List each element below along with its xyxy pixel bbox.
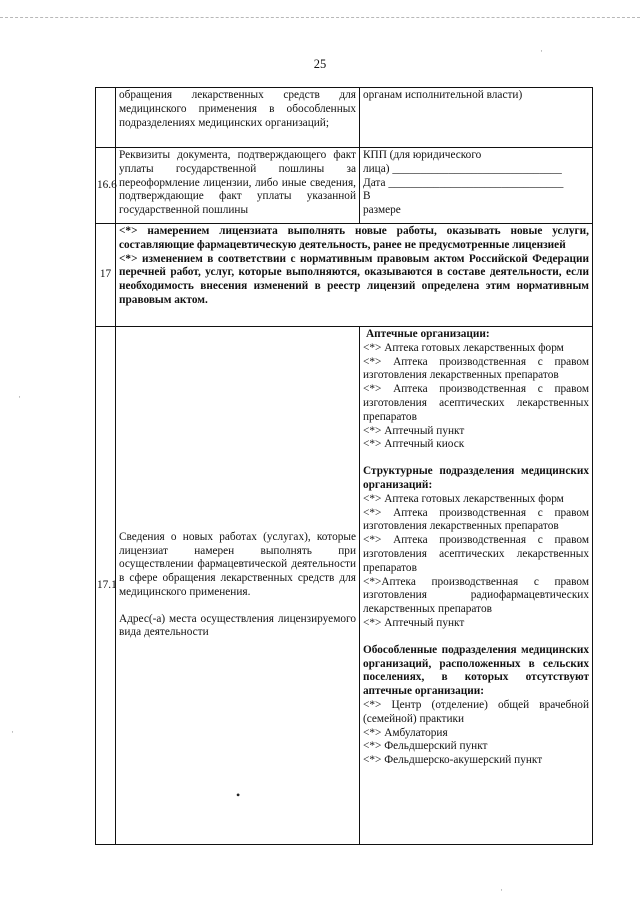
table-row-17 [96, 224, 593, 327]
address-label: Адрес(-а) места осуществления лицензируемого вида деятельности [119, 612, 356, 639]
row-number [96, 88, 116, 148]
kpp-line: лица) ______________________________ [363, 162, 562, 175]
row-number: 16.6 [96, 148, 116, 224]
list-item: <*> Центр (отделение) общей врачебной (семейной) практики [363, 698, 589, 725]
organization-types [360, 327, 593, 845]
amount-label: размере [363, 204, 401, 217]
change-reasons: <*> намерением лицензиата выполнять новые работы, оказывать новые услуги, составляющие фармацевтическую деятельность, ранее не предусмотренные лицензией <*> изменением в соответствии с нормативным правовым актом Российской Федерации перечней работ, услуг, которые выполняются, оказываются в составе деятельности, если необходимость внесения изменений в реестр лицензий определена этим нормативным правовым актом. [116, 224, 593, 327]
scan-speck: • [236, 788, 241, 802]
table-row-16-6 [96, 148, 593, 224]
section-title: Обособленные подразделения медицинских организаций, расположенных в сельских поселениях, в которых отсутствуют аптечные организации: [363, 643, 589, 698]
fee-document-fields [360, 148, 593, 224]
section-title: Аптечные организации: [366, 328, 490, 340]
section-title: Структурные подразделения медицинских организаций: [363, 465, 589, 491]
list-item: <*> Аптека производственная с правом изготовления лекарственных препаратов [363, 355, 589, 382]
list-item: <*> Аптека готовых лекарственных форм [363, 341, 564, 354]
amount-prefix: В [363, 190, 371, 203]
kpp-label: КПП (для юридического [363, 149, 482, 161]
list-item: <*> Аптека производственная с правом изготовления асептических лекарственных препаратов [363, 383, 589, 423]
page-number: 25 [313, 57, 327, 71]
scan-speck: · [500, 885, 503, 895]
continuation-right-cell: органам исполнительной власти) [360, 88, 593, 148]
list-item: <*> Фельдшерский пункт [363, 740, 488, 753]
list-item: <*> Аптека готовых лекарственных форм [363, 492, 564, 505]
list-item: <*> Аптека производственная с правом изготовления лекарственных препаратов [363, 506, 589, 533]
scan-speck: · [540, 46, 543, 56]
scan-speck: · [18, 392, 21, 402]
date-line: Дата _______________________________ [363, 176, 564, 189]
new-works-text: Сведения о новых работах (услугах), которые лицензиат намерен выполнять при осуществлении фармацевтической деятельности в сфере обращения лекарственных средств для медицинского применения. [119, 530, 356, 598]
scan-header-line [0, 17, 640, 18]
fee-document-description: Реквизиты документа, подтверждающего факт уплаты государственной пошлины за переоформление лицензии, либо иные сведения, подтверждающие факт уплаты указанной государственной пошлины [116, 148, 360, 224]
row-number: 17.1 [96, 327, 116, 845]
continuation-left-cell: обращения лекарственных средств для медицинского применения в обособленных подразделениях медицинских организаций; [116, 88, 360, 148]
scan-speck: · [11, 727, 14, 737]
list-item: <*> Фельдшерско-акушерский пункт [363, 754, 543, 767]
new-works-description [116, 327, 360, 845]
list-item: <*> Аптека производственная с правом изготовления асептических лекарственных препаратов [363, 534, 589, 574]
license-form-table [95, 87, 593, 845]
row-number: 17 [96, 224, 116, 327]
table-row-17-1 [96, 327, 593, 845]
list-item: <*> Аптечный пункт [363, 424, 465, 437]
list-item: <*>Аптека производственная с правом изготовления радиофармацевтических лекарственных препаратов [363, 575, 589, 616]
table-row [96, 88, 593, 148]
list-item: <*> Амбулатория [363, 726, 448, 739]
list-item: <*> Аптечный киоск [363, 438, 465, 451]
list-item: <*> Аптечный пункт [363, 616, 465, 629]
